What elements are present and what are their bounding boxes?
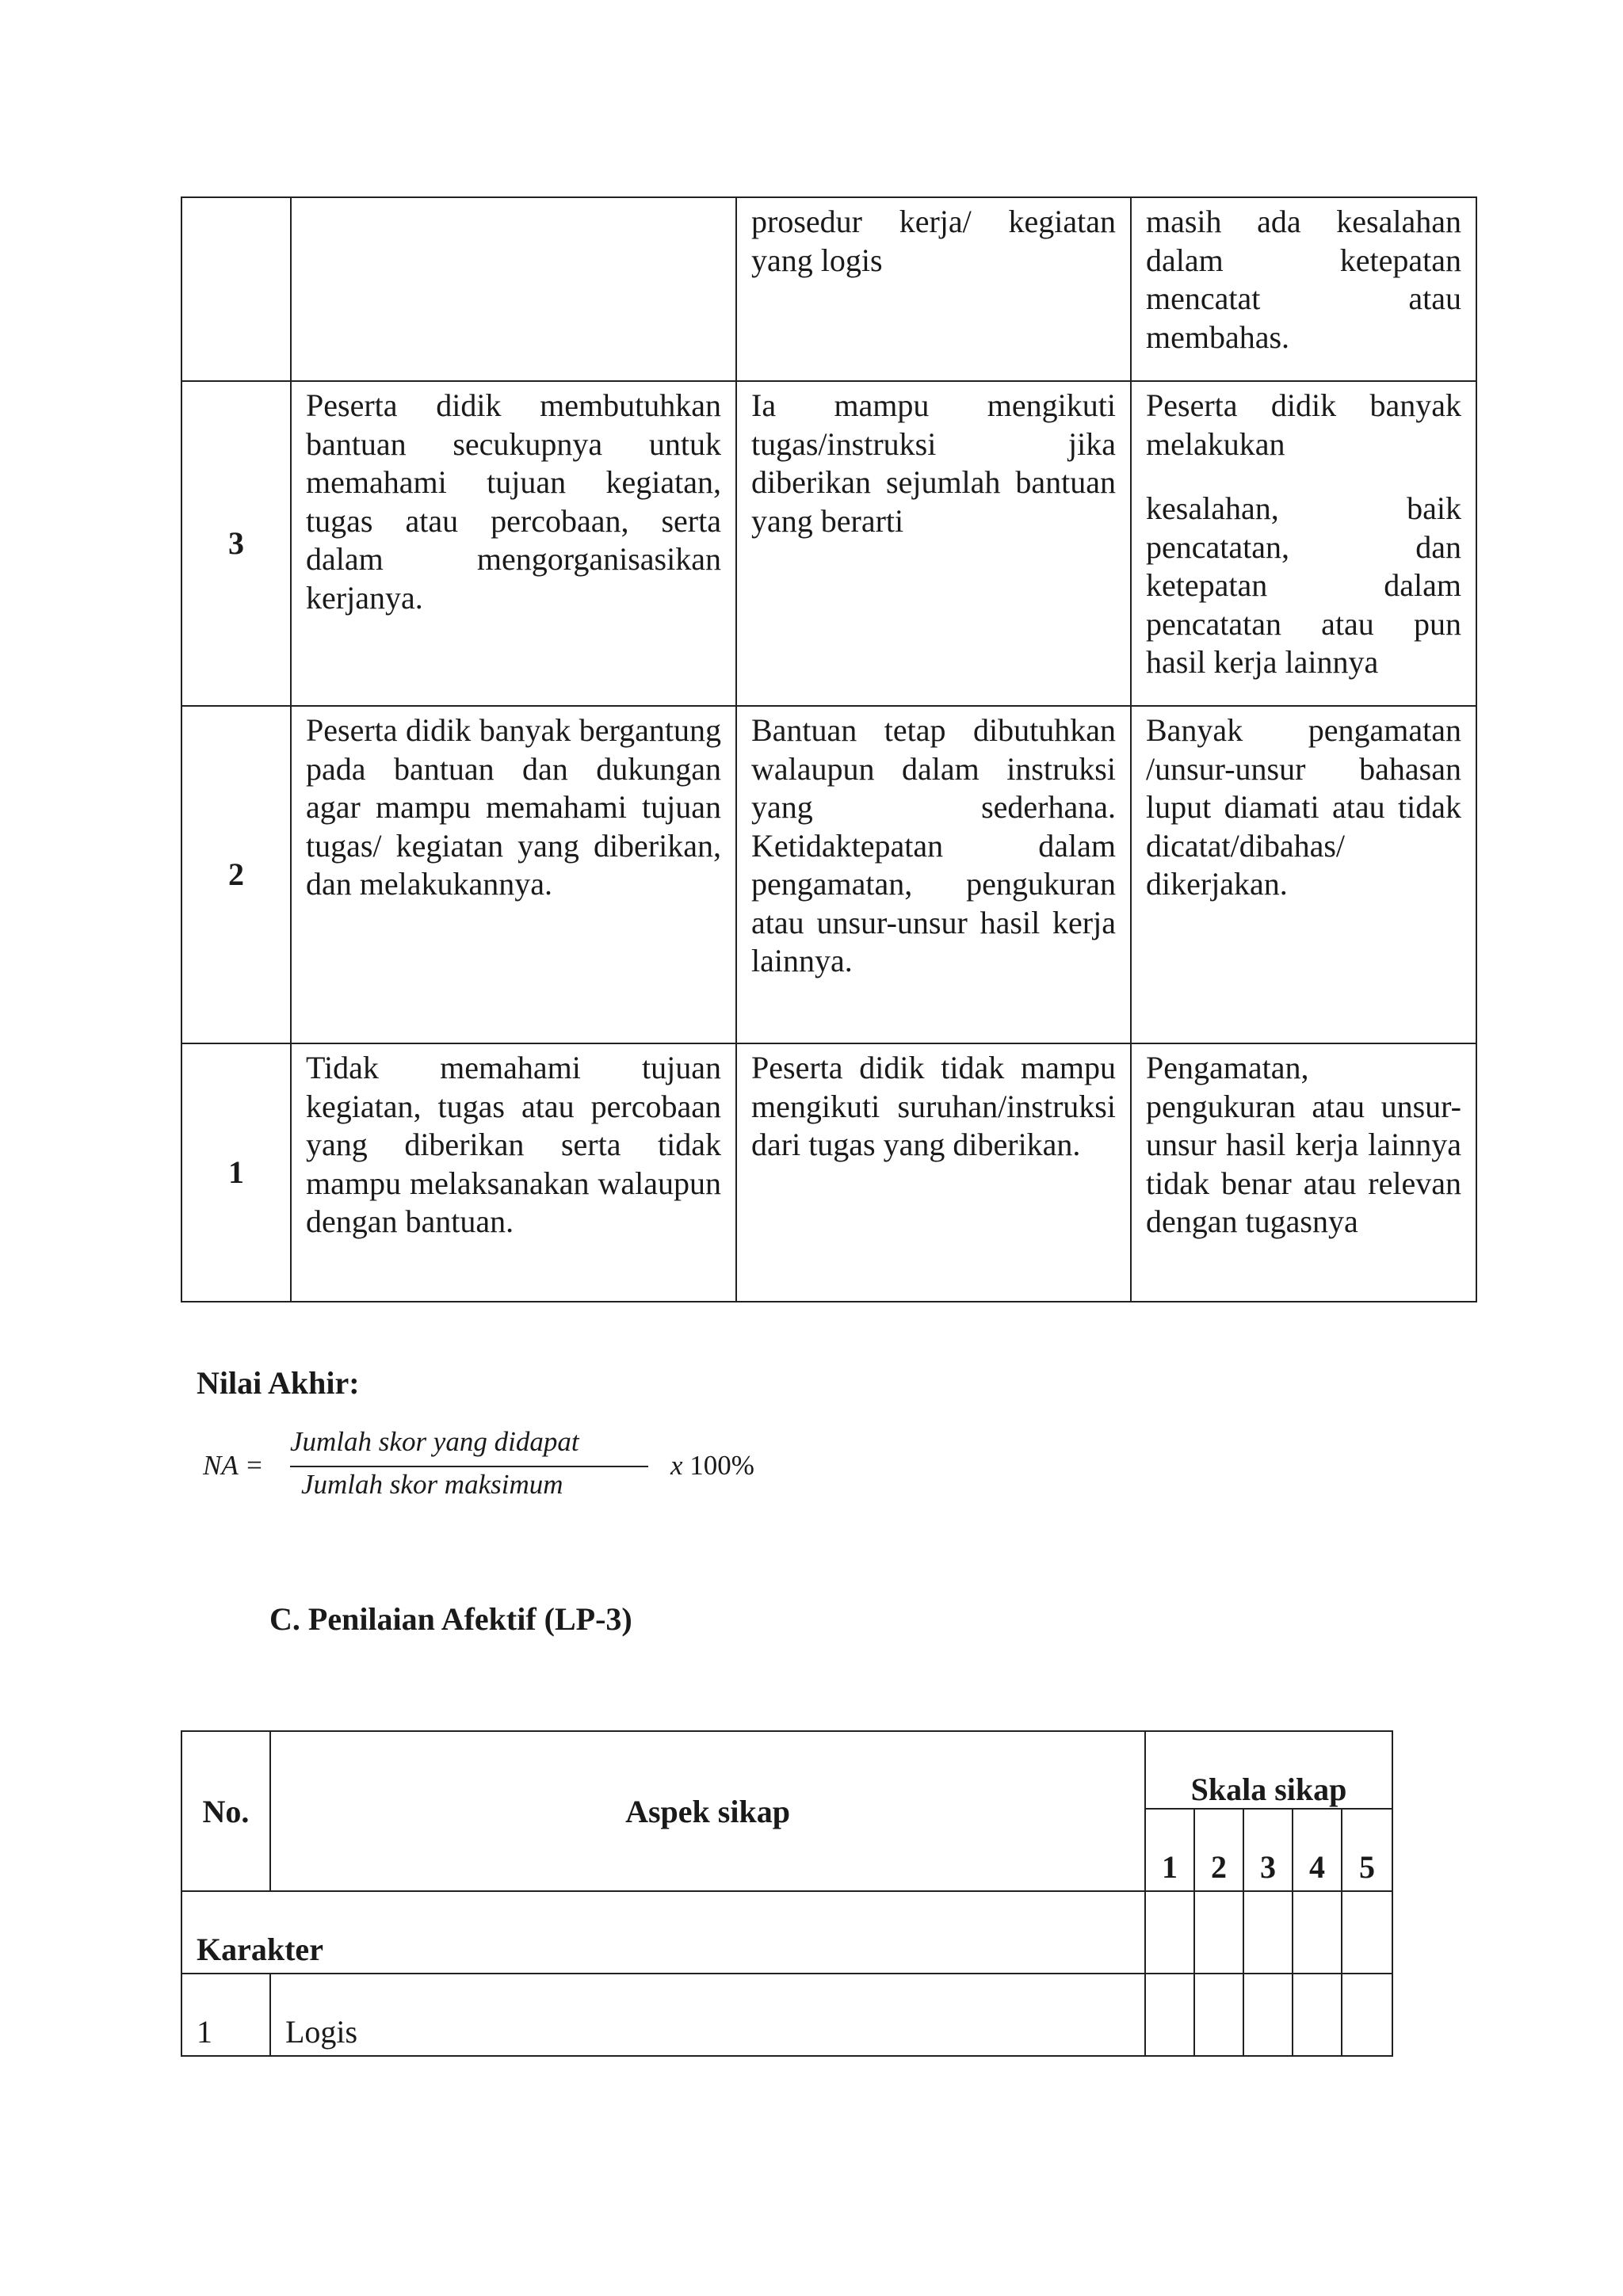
criteria-cell-1: [291, 197, 736, 381]
formula-percent: 100%: [689, 1450, 754, 1481]
criteria-cell-3: [1131, 381, 1476, 706]
nilai-akhir-formula: [203, 1426, 805, 1505]
aspek-number: 1: [181, 1974, 270, 2056]
scale-checkbox-cell[interactable]: [1293, 1974, 1342, 2056]
empty-cell: [1243, 1891, 1293, 1974]
criteria-cell-1: [291, 1043, 736, 1302]
criteria-text: Pengamatan, pengukuran atau unsur-unsur hasil kerja lainnya tidak benar atau relevan dengan tugasnya: [1146, 1050, 1461, 1239]
formula-lhs: NA =: [203, 1450, 264, 1481]
aspek-name: Logis: [270, 1974, 1145, 2056]
scale-number: 3: [1243, 1809, 1293, 1891]
criteria-text: Banyak pengamatan /unsur-unsur bahasan luput diamati atau tidak dicatat/dibahas/ dikerjakan.: [1146, 712, 1461, 902]
formula-denominator: Jumlah skor maksimum: [301, 1469, 563, 1500]
col-no-header: No.: [181, 1731, 270, 1891]
criteria-text: Peserta didik membutuhkan bantuan secukupnya untuk memahami tujuan kegiatan, tugas atau percobaan, serta dalam mengorganisasikan kerjanya.: [306, 387, 721, 616]
criteria-text: Tidak memahami tujuan kegiatan, tugas atau percobaan yang diberikan serta tidak mampu melaksanakan walaupun dengan bantuan.: [306, 1050, 721, 1239]
fraction-bar: [290, 1466, 648, 1467]
scale-checkbox-cell[interactable]: [1145, 1974, 1194, 2056]
empty-cell: [1145, 1891, 1194, 1974]
empty-cell: [1342, 1891, 1392, 1974]
scale-checkbox-cell[interactable]: [1243, 1974, 1293, 2056]
rubric-row: [181, 1043, 1476, 1302]
col-aspek-header: Aspek sikap: [270, 1731, 1145, 1891]
criteria-cell-1: [291, 381, 736, 706]
section-label-karakter: Karakter: [181, 1891, 1145, 1974]
formula-numerator: Jumlah skor yang didapat: [290, 1426, 579, 1457]
rubric-row: [181, 706, 1476, 1043]
score-cell: 3: [181, 381, 291, 706]
criteria-text: Peserta didik banyak melakukan: [1146, 387, 1461, 462]
criteria-text: Ia mampu mengikuti tugas/instruksi jika diberikan sejumlah bantuan yang berarti: [751, 387, 1116, 539]
empty-cell: [1293, 1891, 1342, 1974]
rubric-table: [181, 196, 1477, 1302]
criteria-cell-1: [291, 706, 736, 1043]
nilai-akhir-label: Nilai Akhir:: [197, 1365, 360, 1401]
criteria-cell-3: [1131, 706, 1476, 1043]
section-c-title: C. Penilaian Afektif (LP-3): [269, 1601, 632, 1637]
scale-number: 1: [1145, 1809, 1194, 1891]
criteria-text: prosedur kerja/ kegiatan yang logis: [751, 204, 1116, 278]
scale-number: 4: [1293, 1809, 1342, 1891]
criteria-cell-2: [736, 197, 1131, 381]
rubric-row: [181, 197, 1476, 381]
score-cell: 2: [181, 706, 291, 1043]
criteria-text: kesalahan, baik pencatatan, dan ketepatan dalam pencatatan atau pun hasil kerja lainnya: [1146, 490, 1461, 680]
criteria-text: Peserta didik banyak bergantung pada bantuan dan dukungan agar mampu memahami tujuan tugas/ kegiatan yang diberikan, dan melakukannya.: [306, 712, 721, 902]
section-row: [181, 1891, 1392, 1974]
scale-number: 2: [1194, 1809, 1243, 1891]
rubric-row: [181, 381, 1476, 706]
col-skala-header: Skala sikap: [1145, 1731, 1392, 1809]
criteria-cell-2: [736, 381, 1131, 706]
scale-number: 5: [1342, 1809, 1392, 1891]
formula-times: x: [670, 1450, 683, 1481]
criteria-cell-2: [736, 1043, 1131, 1302]
aspek-row: [181, 1974, 1392, 2056]
criteria-text: Bantuan tetap dibutuhkan walaupun dalam instruksi yang sederhana. Ketidaktepatan dalam pengamatan, pengukuran atau unsur-unsur hasil kerja lainnya.: [751, 712, 1116, 978]
criteria-cell-3: [1131, 1043, 1476, 1302]
criteria-text: masih ada kesalahan dalam ketepatan mencatat atau membahas.: [1146, 204, 1461, 355]
criteria-cell-3: [1131, 197, 1476, 381]
afektif-header-row: [181, 1731, 1392, 1809]
criteria-cell-2: [736, 706, 1131, 1043]
score-cell: [181, 197, 291, 381]
formula-rhs: [670, 1450, 754, 1482]
score-cell: 1: [181, 1043, 291, 1302]
scale-checkbox-cell[interactable]: [1194, 1974, 1243, 2056]
empty-cell: [1194, 1891, 1243, 1974]
afektif-table: [181, 1730, 1393, 2057]
scale-checkbox-cell[interactable]: [1342, 1974, 1392, 2056]
criteria-text: Peserta didik tidak mampu mengikuti suruhan/instruksi dari tugas yang diberikan.: [751, 1050, 1116, 1162]
